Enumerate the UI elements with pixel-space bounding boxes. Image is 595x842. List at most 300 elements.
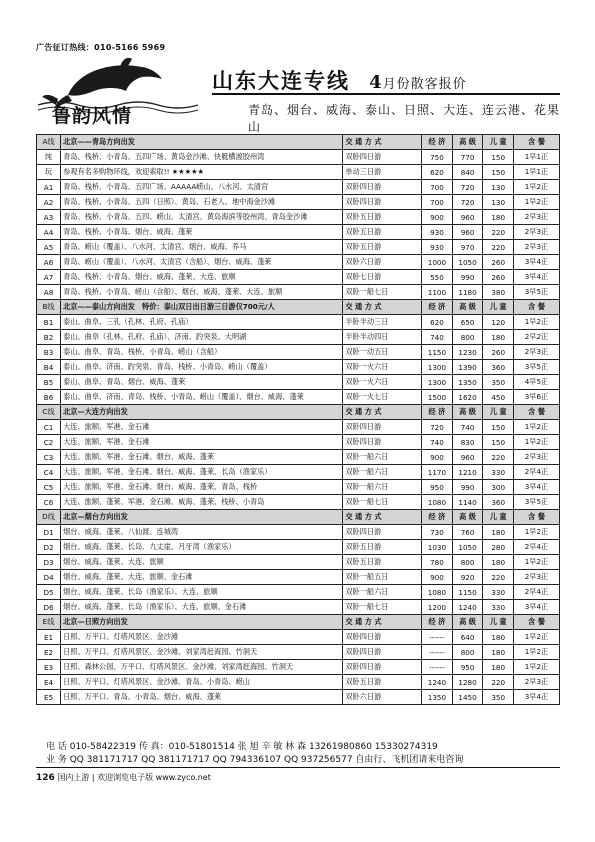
table-row: [37, 585, 560, 600]
meals-included: 2早4正: [513, 540, 559, 555]
month-number: 4: [369, 72, 383, 93]
price-premium: 800: [452, 645, 483, 660]
route-transport: 双卧六日游: [343, 255, 422, 270]
table-row: [37, 690, 560, 705]
route-description: 日照、万平口、灯塔风景区、金沙滩: [61, 630, 343, 645]
column-header-traffic: 交 通 方 式: [343, 135, 422, 150]
route-code: B1: [37, 315, 61, 330]
route-code: 玩: [37, 165, 61, 180]
route-code: C2: [37, 435, 61, 450]
table-row: [37, 540, 560, 555]
price-child: 180: [483, 330, 514, 345]
route-description: 日照、万平口、青岛、小青岛、烟台、威海、蓬莱: [61, 690, 343, 705]
meals-included: 2早2正: [513, 330, 559, 345]
route-transport: 双卧一火七日: [343, 390, 422, 405]
price-economy: 1150: [422, 345, 453, 360]
table-row: [37, 375, 560, 390]
column-header-economy: 经 济: [422, 615, 453, 630]
route-description: 大连、旅顺、军港、金石滩、烟台、威海、蓬莱、青岛、栈桥: [61, 480, 343, 495]
column-header-child: 儿 童: [483, 135, 514, 150]
column-header-premium: 高 级: [452, 300, 483, 315]
route-code: D5: [37, 585, 61, 600]
route-description: 泰山、曲阜、三孔（孔林、孔府、孔庙）: [61, 315, 343, 330]
meals-included: 3早5正: [513, 495, 559, 510]
meals-included: 3早4正: [513, 255, 559, 270]
price-premium: 720: [452, 195, 483, 210]
route-transport: 双卧一船七日: [343, 285, 422, 300]
column-header-meals: 含 餐: [513, 405, 559, 420]
route-transport: 双卧四日游: [343, 150, 422, 165]
meals-included: 3早5正: [513, 360, 559, 375]
column-header-child: 儿 童: [483, 510, 514, 525]
price-economy: 700: [422, 180, 453, 195]
price-premium: 760: [452, 525, 483, 540]
route-description: 泰山、曲阜、青岛、栈桥、小青岛、崂山（含船）: [61, 345, 343, 360]
meals-included: 1早2正: [513, 525, 559, 540]
price-economy: 1200: [422, 600, 453, 615]
table-row: [37, 210, 560, 225]
contact-phones: 电 话 010-58422319 传 真：010-51801514 张 旭 辛 敏 林 森 13261980860 15330274319: [46, 742, 438, 752]
price-economy: 900: [422, 210, 453, 225]
route-description: 参观有名多购物环线，欢迎索取!! ★★★★★: [61, 165, 343, 180]
route-transport: 双卧四日游: [343, 660, 422, 675]
table-row: [37, 150, 560, 165]
route-description: 日照、万平口、灯塔风景区、金沙滩、青岛、小青岛、崂山: [61, 675, 343, 690]
price-economy: 740: [422, 435, 453, 450]
route-description: 青岛、栈桥、小青岛、五四（日照）、黄岛、石老人、地中海金沙滩: [61, 195, 343, 210]
table-row: [37, 240, 560, 255]
column-header-premium: 高 级: [452, 510, 483, 525]
column-header-economy: 经 济: [422, 135, 453, 150]
price-premium: 960: [452, 225, 483, 240]
price-economy: 1080: [422, 495, 453, 510]
price-economy: 740: [422, 330, 453, 345]
route-code: A4: [37, 225, 61, 240]
table-row: [37, 270, 560, 285]
price-premium: 840: [452, 165, 483, 180]
price-economy: ------: [422, 630, 453, 645]
section-header-row: [37, 510, 560, 525]
meals-included: 1早2正: [513, 435, 559, 450]
price-premium: 950: [452, 660, 483, 675]
price-child: 330: [483, 465, 514, 480]
meals-included: 2早3正: [513, 675, 559, 690]
price-premium: 1280: [452, 675, 483, 690]
price-premium: 650: [452, 315, 483, 330]
title-block: [212, 65, 562, 95]
price-economy: 1100: [422, 285, 453, 300]
route-transport: 双卧五日游: [343, 555, 422, 570]
column-header-meals: 含 餐: [513, 300, 559, 315]
price-economy: 1350: [422, 690, 453, 705]
table-row: [37, 645, 560, 660]
price-premium: 1050: [452, 255, 483, 270]
subtitle-text: 月份散客报价: [382, 77, 467, 92]
price-premium: 970: [452, 240, 483, 255]
route-description: 泰山、曲阜（孔林、孔府、孔庙）、济南、趵突泉、大明湖: [61, 330, 343, 345]
meals-included: 2早4正: [513, 465, 559, 480]
destination-list: 青岛、烟台、威海、泰山、日照、大连、连云港、花果山: [248, 103, 561, 134]
route-description: 烟台、威海、蓬莱、长岛（渔家乐）、大连、旅顺: [61, 585, 343, 600]
route-code: D6: [37, 600, 61, 615]
column-header-meals: 含 餐: [513, 510, 559, 525]
route-transport: 半卧半动四日: [343, 330, 422, 345]
column-header-premium: 高 级: [452, 135, 483, 150]
meals-included: 3早4正: [513, 690, 559, 705]
route-code: D4: [37, 570, 61, 585]
meals-included: 1早2正: [513, 645, 559, 660]
meals-included: 1早2正: [513, 195, 559, 210]
footer-divider: [36, 767, 560, 768]
section-label: C线: [37, 405, 61, 420]
table-row: [37, 330, 560, 345]
price-child: 150: [483, 165, 514, 180]
column-header-economy: 经 济: [422, 405, 453, 420]
price-economy: 700: [422, 195, 453, 210]
route-transport: 双卧四日游: [343, 420, 422, 435]
price-premium: 1150: [452, 585, 483, 600]
page-number: 126: [36, 773, 55, 783]
price-economy: 780: [422, 555, 453, 570]
table-row: [37, 675, 560, 690]
meals-included: 2早4正: [513, 585, 559, 600]
price-premium: 740: [452, 420, 483, 435]
route-code: B5: [37, 375, 61, 390]
route-transport: 双卧五日游: [343, 225, 422, 240]
page-header: [36, 55, 561, 134]
table-row: [37, 435, 560, 450]
price-child: 450: [483, 390, 514, 405]
column-header-traffic: 交 通 方 式: [343, 405, 422, 420]
route-code: D2: [37, 540, 61, 555]
section-title: 北京——泰山方向出发 特价：泰山双日出日游三日游仅700元/人: [61, 300, 343, 315]
route-transport: 双卧一火六日: [343, 375, 422, 390]
price-premium: 1240: [452, 600, 483, 615]
route-description: 日照、万平口、灯塔风景区、金沙滩、刘家湾赶海园、竹洞天: [61, 645, 343, 660]
route-transport: 双卧一船五日: [343, 570, 422, 585]
price-premium: 1180: [452, 285, 483, 300]
price-economy: 550: [422, 270, 453, 285]
price-premium: 1450: [452, 690, 483, 705]
table-row: [37, 495, 560, 510]
table-row: [37, 600, 560, 615]
price-child: 180: [483, 210, 514, 225]
price-premium: 1350: [452, 375, 483, 390]
section-title: 北京——青岛方向出发: [61, 135, 343, 150]
route-transport: 双卧一船六日: [343, 585, 422, 600]
route-transport: 双卧四日游: [343, 525, 422, 540]
table-row: [37, 360, 560, 375]
price-premium: 1140: [452, 495, 483, 510]
route-description: 大连、旅顺、军港、金石滩: [61, 435, 343, 450]
price-child: 180: [483, 525, 514, 540]
table-row: [37, 450, 560, 465]
table-row: [37, 525, 560, 540]
route-transport: 双卧五日游: [343, 240, 422, 255]
meals-included: 1早1正: [513, 165, 559, 180]
meals-included: 1早2正: [513, 420, 559, 435]
table-row: [37, 315, 560, 330]
section-header-row: [37, 300, 560, 315]
route-code: A6: [37, 255, 61, 270]
price-child: 260: [483, 255, 514, 270]
section-label: B线: [37, 300, 61, 315]
price-premium: 1620: [452, 390, 483, 405]
route-transport: 双卧七日游: [343, 270, 422, 285]
route-code: B3: [37, 345, 61, 360]
price-premium: 640: [452, 630, 483, 645]
column-header-child: 儿 童: [483, 615, 514, 630]
title-underline: [212, 93, 560, 95]
section-header-row: [37, 615, 560, 630]
price-economy: 720: [422, 420, 453, 435]
table-row: [37, 570, 560, 585]
meals-included: 2早3正: [513, 345, 559, 360]
page-footer-text: 国内上游 | 欢迎浏览电子版 www.zyco.net: [57, 773, 211, 782]
section-title: 北京—烟台方向出发: [61, 510, 343, 525]
price-economy: 930: [422, 225, 453, 240]
route-description: 青岛、栈桥、小青岛、烟台、威海、蓬莱、大连、旅顺: [61, 270, 343, 285]
route-description: 青岛、栈桥、小青岛、五四、崂山、太清宫、黄岛海滨等胶州湾、青岛金沙滩: [61, 210, 343, 225]
route-code: E1: [37, 630, 61, 645]
price-premium: 960: [452, 450, 483, 465]
price-child: 130: [483, 195, 514, 210]
route-description: 日照、森林公园、万平口、灯塔风景区、金沙滩、刘家湾赶海园、竹洞天: [61, 660, 343, 675]
route-price-table: [36, 134, 560, 705]
route-code: E4: [37, 675, 61, 690]
route-description: 泰山、曲阜、济南、趵突泉、青岛、栈桥、小青岛、崂山（覆盖）: [61, 360, 343, 375]
route-transport: 双卧四日游: [343, 645, 422, 660]
price-premium: 920: [452, 570, 483, 585]
route-transport: 双卧一船七日: [343, 495, 422, 510]
route-description: 青岛、栈桥、小青岛、五四广场、黄岛金沙滩、快艇横渡胶州湾: [61, 150, 343, 165]
route-code: E5: [37, 690, 61, 705]
route-description: 烟台、威海、蓬莱、长岛（渔家乐）、大连、旅顺、金石滩: [61, 600, 343, 615]
meals-included: 3早4正: [513, 270, 559, 285]
column-header-traffic: 交 通 方 式: [343, 300, 422, 315]
route-description: 烟台、威海、蓬莱、八仙渡、连城湾: [61, 525, 343, 540]
price-premium: 960: [452, 210, 483, 225]
route-transport: 双卧四日游: [343, 180, 422, 195]
route-description: 大连、旅顺、军港、金石滩、烟台、威海、蓬莱、长岛（渔家乐）: [61, 465, 343, 480]
route-code: A5: [37, 240, 61, 255]
route-transport: 双卧四日游: [343, 630, 422, 645]
price-premium: 770: [452, 150, 483, 165]
price-economy: 1030: [422, 540, 453, 555]
table-row: [37, 255, 560, 270]
route-transport: 双卧五日游: [343, 675, 422, 690]
price-child: 380: [483, 285, 514, 300]
price-economy: 620: [422, 315, 453, 330]
page-subtitle: [369, 72, 467, 93]
route-code: C3: [37, 450, 61, 465]
section-header-row: [37, 135, 560, 150]
price-child: 220: [483, 450, 514, 465]
route-transport: 双卧五日游: [343, 210, 422, 225]
price-child: 120: [483, 315, 514, 330]
route-transport: 双卧一火六日: [343, 360, 422, 375]
route-code: B6: [37, 390, 61, 405]
price-premium: 720: [452, 180, 483, 195]
route-code: D3: [37, 555, 61, 570]
price-premium: 830: [452, 435, 483, 450]
table-row: [37, 165, 560, 180]
route-description: 大连、旅顺、蓬莱、军港、金石滩、威海、蓬莱、栈桥、小青岛: [61, 495, 343, 510]
section-header-row: [37, 405, 560, 420]
dolphin-logo: [38, 57, 218, 127]
price-child: 220: [483, 240, 514, 255]
price-child: 350: [483, 690, 514, 705]
meals-included: 1早2正: [513, 315, 559, 330]
meals-included: 1早2正: [513, 660, 559, 675]
price-child: 180: [483, 630, 514, 645]
route-description: 泰山、曲阜、济南、青岛、栈桥、小青岛、崂山（覆盖）、烟台、威海、蓬莱: [61, 390, 343, 405]
price-premium: 1050: [452, 540, 483, 555]
table-row: [37, 225, 560, 240]
price-premium: 800: [452, 330, 483, 345]
route-transport: 双卧一船六日: [343, 465, 422, 480]
price-child: 300: [483, 480, 514, 495]
route-description: 青岛、栈桥、小青岛、烟台、威海、蓬莱: [61, 225, 343, 240]
column-header-traffic: 交 通 方 式: [343, 615, 422, 630]
meals-included: 1早2正: [513, 555, 559, 570]
price-child: 150: [483, 150, 514, 165]
route-transport: 双卧一动五日: [343, 345, 422, 360]
column-header-child: 儿 童: [483, 300, 514, 315]
route-transport: 双卧六日游: [343, 690, 422, 705]
route-transport: 双卧一船七日: [343, 600, 422, 615]
route-description: 烟台、威海、蓬莱、大连、旅顺、金石滩: [61, 570, 343, 585]
price-economy: 1080: [422, 585, 453, 600]
column-header-meals: 含 餐: [513, 135, 559, 150]
route-description: 烟台、威海、蓬莱、大连、旅顺: [61, 555, 343, 570]
price-premium: 1390: [452, 360, 483, 375]
section-label: D线: [37, 510, 61, 525]
meals-included: 3早6正: [513, 390, 559, 405]
price-child: 150: [483, 420, 514, 435]
price-economy: 1500: [422, 390, 453, 405]
meals-included: 2早3正: [513, 240, 559, 255]
price-economy: 1240: [422, 675, 453, 690]
price-child: 220: [483, 570, 514, 585]
route-code: A1: [37, 180, 61, 195]
ad-hotline: 广告征订热线：010-5166 5969: [36, 43, 166, 52]
route-code: A2: [37, 195, 61, 210]
price-child: 330: [483, 585, 514, 600]
meals-included: 2早3正: [513, 225, 559, 240]
meals-included: 1早2正: [513, 180, 559, 195]
meals-included: 2早3正: [513, 450, 559, 465]
route-description: 泰山、曲阜、青岛、烟台、威海、蓬莱: [61, 375, 343, 390]
route-code: D1: [37, 525, 61, 540]
meals-included: 1早1正: [513, 150, 559, 165]
route-description: 青岛、崂山（覆盖）、八水河、太清宫、烟台、威海、养马: [61, 240, 343, 255]
column-header-child: 儿 童: [483, 405, 514, 420]
table-row: [37, 390, 560, 405]
table-row: [37, 345, 560, 360]
route-code: C1: [37, 420, 61, 435]
price-economy: 1170: [422, 465, 453, 480]
price-economy: 930: [422, 240, 453, 255]
price-premium: 1230: [452, 345, 483, 360]
price-economy: 730: [422, 525, 453, 540]
route-code: A7: [37, 270, 61, 285]
route-description: 青岛、崂山（覆盖）、八水河、太清宫（含船）、烟台、威海、蓬莱: [61, 255, 343, 270]
price-child: 180: [483, 555, 514, 570]
price-economy: 900: [422, 570, 453, 585]
table-row: [37, 180, 560, 195]
route-transport: 双卧四日游: [343, 195, 422, 210]
price-economy: 1300: [422, 360, 453, 375]
column-header-traffic: 交 通 方 式: [343, 510, 422, 525]
meals-included: 2早3正: [513, 570, 559, 585]
meals-included: 2早3正: [513, 210, 559, 225]
route-description: 青岛、栈桥、小青岛、崂山（含船）、烟台、威海、蓬莱、大连、旅顺: [61, 285, 343, 300]
price-economy: 750: [422, 150, 453, 165]
route-transport: 双卧一船六日: [343, 450, 422, 465]
price-child: 150: [483, 435, 514, 450]
route-code: E2: [37, 645, 61, 660]
meals-included: 1早2正: [513, 630, 559, 645]
table-row: [37, 285, 560, 300]
column-header-premium: 高 级: [452, 405, 483, 420]
route-transport: 半卧半动三日: [343, 315, 422, 330]
contact-business: 业 务 QQ 381171717 QQ 381171717 QQ 794336107 QQ 937256577 自由行、飞机团请来电咨询: [46, 755, 464, 765]
price-child: 360: [483, 360, 514, 375]
section-title: 北京—大连方向出发: [61, 405, 343, 420]
section-label: A线: [37, 135, 61, 150]
section-title: 北京—日照方向出发: [61, 615, 343, 630]
route-code: A8: [37, 285, 61, 300]
price-child: 220: [483, 675, 514, 690]
route-code: C6: [37, 495, 61, 510]
meals-included: 3早4正: [513, 480, 559, 495]
price-economy: 900: [422, 450, 453, 465]
route-code: C5: [37, 480, 61, 495]
route-transport: 双卧五日游: [343, 540, 422, 555]
table-row: [37, 465, 560, 480]
price-child: 350: [483, 375, 514, 390]
table-row: [37, 480, 560, 495]
price-premium: 990: [452, 480, 483, 495]
route-description: 大连、旅顺、军港、金石滩、烟台、威海、蓬莱: [61, 450, 343, 465]
column-header-meals: 含 餐: [513, 615, 559, 630]
meals-included: 3早5正: [513, 285, 559, 300]
page-footer: [36, 772, 211, 783]
price-child: 360: [483, 495, 514, 510]
meals-included: 4早5正: [513, 375, 559, 390]
price-child: 220: [483, 225, 514, 240]
price-child: 180: [483, 645, 514, 660]
price-child: 180: [483, 660, 514, 675]
price-economy: 1000: [422, 255, 453, 270]
table-row: [37, 555, 560, 570]
route-code: A3: [37, 210, 61, 225]
price-child: 130: [483, 180, 514, 195]
route-code: B4: [37, 360, 61, 375]
page-title: 山东大连专线: [212, 68, 350, 93]
column-header-economy: 经 济: [422, 510, 453, 525]
price-premium: 800: [452, 555, 483, 570]
route-code: C4: [37, 465, 61, 480]
price-child: 260: [483, 270, 514, 285]
section-label: E线: [37, 615, 61, 630]
column-header-economy: 经 济: [422, 300, 453, 315]
price-economy: 620: [422, 165, 453, 180]
route-transport: 单动三日游: [343, 165, 422, 180]
price-child: 260: [483, 345, 514, 360]
price-economy: 1300: [422, 375, 453, 390]
